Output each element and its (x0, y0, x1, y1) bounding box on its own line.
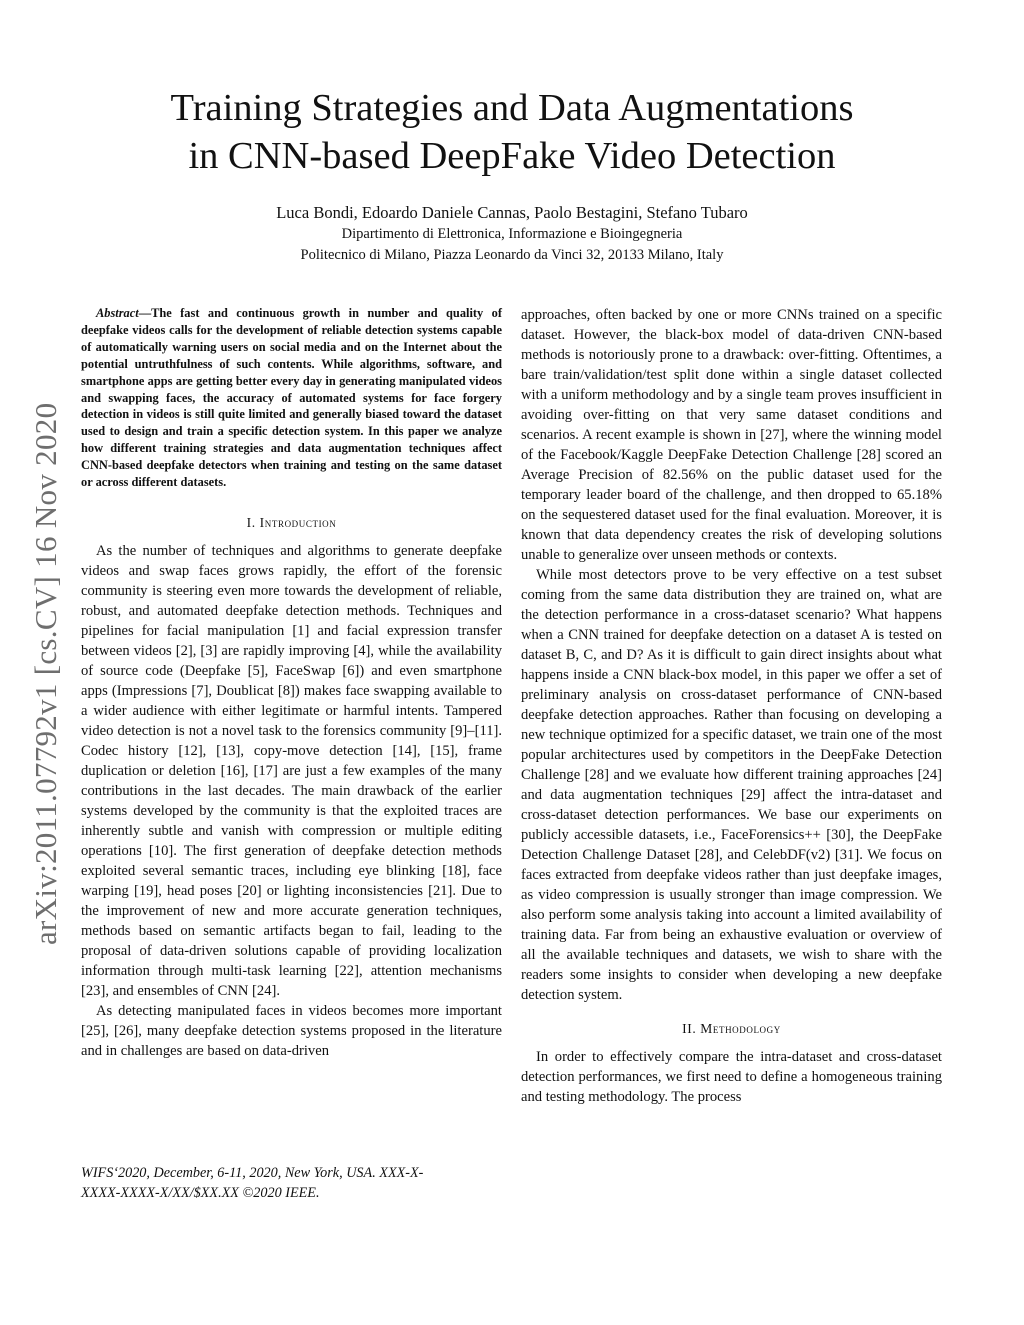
paper-title (100, 84, 924, 180)
affiliation-line-1: Dipartimento di Elettronica, Informazione e Bioingegneria (341, 226, 683, 242)
section-heading-introduction: I. Introduction (246, 514, 337, 530)
section-heading-methodology: II. Methodology (682, 1021, 781, 1036)
affiliation-line-2: Politecnico di Milano, Piazza Leonardo da Vinci 32, 20133 Milano, Italy (300, 247, 724, 263)
intro-paragraph-1: As the number of techniques and algorithms to generate deepfake videos and swap faces grows rapidly, the effort of the forensic community is steering even more towards the development of reliable, robust, and automated deepfake detection methods. Techniques and pipelines for facial manipulation [1] and facial expression transfer between videos [2], [3] are rapidly improving [4], while the availability of source code (Deepfake [5], FaceSwap [6]) and even smartphone apps (Impressions [7], Doublicat [8]) makes face swapping available to a wider audience with either legitimate or harmful intents. Tampered video detection is not a novel task to the forensics community [9]–[11]. Codec history [12], [13], copy-move detection [14], [15], frame duplication or deletion [16], [17] are just a few examples of the many contributions in the last decades. The main drawback of the earlier systems developed by the community is that the exploited traces are inherently subtle and vanish with compression or multiple editing operations [10]. The first generation of deepfake detection methods exploited several semantic traces, including eye blinking [18], face warping [19], head poses [20] or lighting inconsistencies [21]. Due to the improvement of new and more accurate generation techniques, methods based on semantic artifacts began to fail, leading to the proposal of data-driven solutions capable of providing localization information through multi-task learning [22], attention mechanisms [23], and ensembles of CNN [24]. (81, 542, 502, 999)
abstract-text: The fast and continuous growth in number and quality of deepfake videos calls for the development of reliable detection systems capable of automatically warning users on social media and on the Internet about the potential untruthfulness of such contents. While algorithms, software, and smartphone apps are getting better every day in generating manipulated videos and swapping faces, the accuracy of automated systems for face forgery detection in videos is still quite limited and generally biased toward the dataset used to design and train a specific detection system. In this paper we analyze how different training strategies and data augmentation techniques affect CNN-based deepfake detectors when training and testing on the same dataset or across different datasets. (81, 306, 502, 490)
footnote-line-1: WIFS‘2020, December, 6-11, 2020, New York, USA. XXX-X- (81, 1165, 424, 1181)
right-column (521, 305, 942, 1107)
title-line-2: in CNN-based DeepFake Video Detection (188, 135, 836, 177)
conference-footnote (81, 1163, 502, 1203)
intro-paragraph-3: While most detectors prove to be very effective on a test subset coming from the same data distribution they are trained on, what are the detection performance in a cross-dataset scenario? What happens when a CNN trained for deepfake detection on a dataset A is tested on dataset B, C, and D? As it is difficult to gain direct insights about what happens inside a CNN black-box model, in this paper we offer a set of preliminary analysis on cross-dataset performance of CNN-based deepfake detection approaches. Rather than focusing on developing a new technique optimized for a specific dataset, we train one of the most popular architectures used by competitors in the DeepFake Detection Challenge [28] and we evaluate how different training approaches [24] and data augmentation techniques [29] affect the intra-dataset and cross-dataset detection performances. We base our experiments on publicly accessible datasets, i.e., FaceForensics++ [30], the DeepFake Detection Challenge Dataset [28], and CelebDF(v2) [31]. We focus on faces extracted from deepfake videos rather than just deepfake images, as video compression is usually stronger than image compression. We also perform some analysis taking into account a limited availability of training data. Far from being an exhaustive evaluation or overview of all the available techniques and datasets, we wish to share with the readers some insights to consider when developing a new deepfake detection system. (521, 567, 942, 1003)
intro-paragraph-2-continued: approaches, often backed by one or more CNNs trained on a specific dataset. However, the black-box model of data-driven CNN-based methods is notoriously prone to a drawback: over-fitting. Oftentimes, a bare train/validation/test split done within a single dataset collected with a uniform methodology and by a single team proves insufficient in avoiding over-fitting on that very same dataset conditions and scenarios. A recent example is shown in [27], where the winning model of the Facebook/Kaggle DeepFake Detection Challenge [28] scored an Average Precision of 82.56% on the public dataset used for the temporary leader board of the challenge, and then dropped to 65.18% on the sequestered dataset used for the final evaluation. Moreover, it is known that data dependency creates the risk of developing solutions unable to generalize over unseen methods or contexts. (521, 307, 942, 563)
left-column (81, 305, 502, 1061)
intro-paragraph-2: As detecting manipulated faces in videos becomes more important [25], [26], many deepfake detection systems proposed in the literature and in challenges are based on data-driven (81, 1002, 502, 1059)
arxiv-stamp[interactable]: arXiv:2011.07792v1 [cs.CV] 16 Nov 2020 (28, 402, 63, 945)
abstract-label: Abstract (96, 306, 139, 320)
abstract (81, 305, 502, 491)
footnote-line-2: XXXX-XXXX-X/XX/$XX.XX ©2020 IEEE. (81, 1185, 320, 1201)
author-list: Luca Bondi, Edoardo Daniele Cannas, Paolo Bestagini, Stefano Tubaro (276, 203, 748, 222)
title-line-1: Training Strategies and Data Augmentations (170, 87, 854, 129)
methodology-paragraph-1: In order to effectively compare the intra-dataset and cross-dataset detection performances, we first need to define a homogeneous training and testing methodology. The process (521, 1049, 942, 1105)
abstract-dash: — (138, 306, 152, 320)
